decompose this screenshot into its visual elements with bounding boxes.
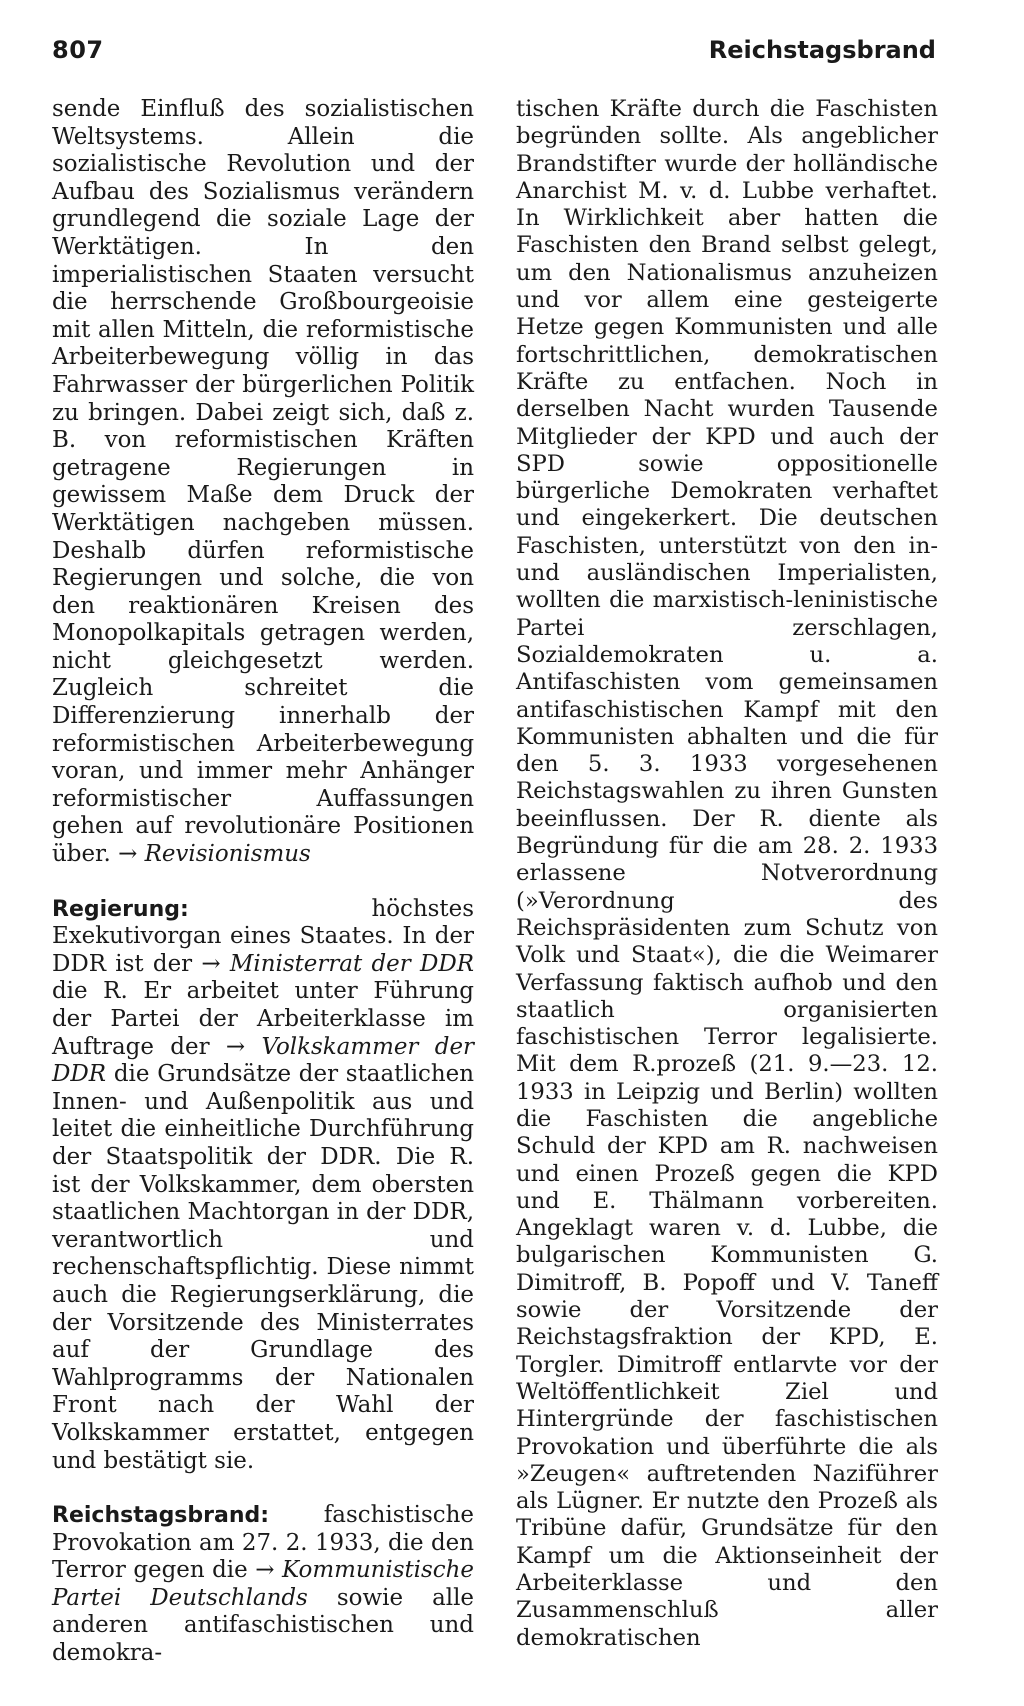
headword-regierung: Regierung: [52,896,189,922]
entry-regierung [52,896,474,1475]
right-column [516,96,938,1652]
entry-continuation-reformismus [52,96,474,869]
cross-reference-volkskammer[interactable]: Volkskammer der DDR [52,1033,474,1088]
body-text: sende Einfluß des sozialistischen Weltsystems. Allein die sozialistische Revolution und der Aufbau des Sozialismus verändern grundlegend die soziale Lage der Werktätigen. In den imperialistischen Staaten versucht die herrschende Großbourgeoisie mit allen Mitteln, die reformistische Arbeiterbewegung völlig in das Fahrwasser der bürgerlichen Politik zu bringen. Dabei zeigt sich, daß z. B. von reformistischen Kräften getragene Regierungen in gewissem Maße dem Druck der Werktätigen nachgeben müssen. Deshalb dürfen reformistische Regierungen und solche, die von den reaktionären Kreisen des Monopolkapitals getragen werden, nicht gleichgesetzt werden. Zugleich schreitet die Differenzierung innerhalb der reformistischen Arbeiterbewegung voran, und immer mehr Anhänger reformistischer Auffassungen gehen auf revolutionäre Positionen über. [52,96,474,868]
entry-reichstagsbrand [52,1502,474,1668]
cross-reference-arrow-icon: → [225,1033,246,1060]
cross-reference-kpd[interactable]: Kommunistische Partei Deutschlands [52,1557,474,1611]
cross-reference-arrow-icon: → [118,841,138,868]
headword-reichstagsbrand: Reichstagsbrand: [52,1503,270,1529]
running-title: Reichstagsbrand [708,36,936,64]
entry-reichstagsbrand-continuation [516,96,938,1652]
cross-reference-revisionismus[interactable]: Revisionismus [137,841,311,868]
cross-reference-ministerrat[interactable]: Ministerrat der DDR [220,950,474,977]
body-text: faschistische Provokation am 27. 2. 1933, die den Terror gegen die [52,1502,474,1584]
body-text: tischen Kräfte durch die Faschisten begründen sollte. Als angeblicher Brandstifter wurde der holländische Anarchist M. v. d. Lubbe verhaftet. In Wirklichkeit aber hatten die Faschisten den Brand selbst gelegt, um den Nationalismus anzuheizen und vor allem eine gesteigerte Hetze gegen Kommunisten und alle fortschrittlichen, demokratischen Kräfte zu entfachen. Noch in derselben Nacht wurden Tausende Mitglieder der KPD und auch der SPD sowie oppositionelle bürgerliche Demokraten verhaftet und eingekerkert. Die deutschen Faschisten, unterstützt von den in- und ausländischen Imperialisten, wollten die marxistisch-leninistische Partei zerschlagen, Sozialdemokraten u. a. Antifaschisten vom gemeinsamen antifaschistischen Kampf mit den Kommunisten abhalten und die für den 5. 3. 1933 vorgesehenen Reichstagswahlen zu ihren Gunsten beeinflussen. Der R. diente als Begründung für die am 28. 2. 1933 erlassene Notverordnung (»Verordnung des Reichspräsidenten zum Schutz von Volk und Staat«), die die Weimarer Verfassung faktisch aufhob und den staatlich organisierten faschistischen Terror legalisierte. Mit dem R.prozeß (21. 9.—23. 12. 1933 in Leipzig und Berlin) wollten die Faschisten die angebliche Schuld der KPD am R. nachweisen und einen Prozeß gegen die KPD und E. Thälmann vorbereiten. Angeklagt waren v. d. Lubbe, die bulgarischen Kommunisten G. Dimitroff, B. Popoff und V. Taneff sowie der Vorsitzende der Reichstagsfraktion der KPD, E. Torgler. Dimitroff entlarvte vor der Weltöffentlichkeit Ziel und Hintergründe der faschistischen Provokation und überführte die als »Zeugen« auftretenden Naziführer als Lügner. Er nutzte den Prozeß als Tribüne dafür, Grundsätze für den Kampf um die Aktionseinheit der Arbeiterklasse und den Zusammenschluß aller demokratischen [516,96,938,1651]
left-column [52,96,474,1668]
page-number: 807 [52,36,104,64]
body-text: die Grundsätze der staatlichen Innen- und Außenpolitik aus und leitet die einheitliche Durchführung der Staatspolitik der DDR. Die R. ist der Volkskammer, dem obersten staatlichen Machtorgan in der DDR, verantwortlich und rechenschaftspflichtig. Diese nimmt auch die Regierungserklärung, die der Vorsitzende des Ministerrates auf der Grundlage des Wahlprogramms der Nationalen Front nach der Wahl der Volkskammer erstattet, entgegen und bestätigt sie. [52,1061,474,1474]
cross-reference-arrow-icon: → [255,1557,275,1584]
body-text: höchstes Exekutivorgan eines Staates. In der DDR ist der [52,895,474,977]
cross-reference-arrow-icon: → [201,950,221,977]
body-text: die R. Er arbeitet unter Führung der Partei der Arbeiterklasse im Auftrage der [52,978,474,1060]
running-head [52,36,936,76]
body-text: sowie alle anderen antifaschistischen und demokra- [52,1584,474,1667]
